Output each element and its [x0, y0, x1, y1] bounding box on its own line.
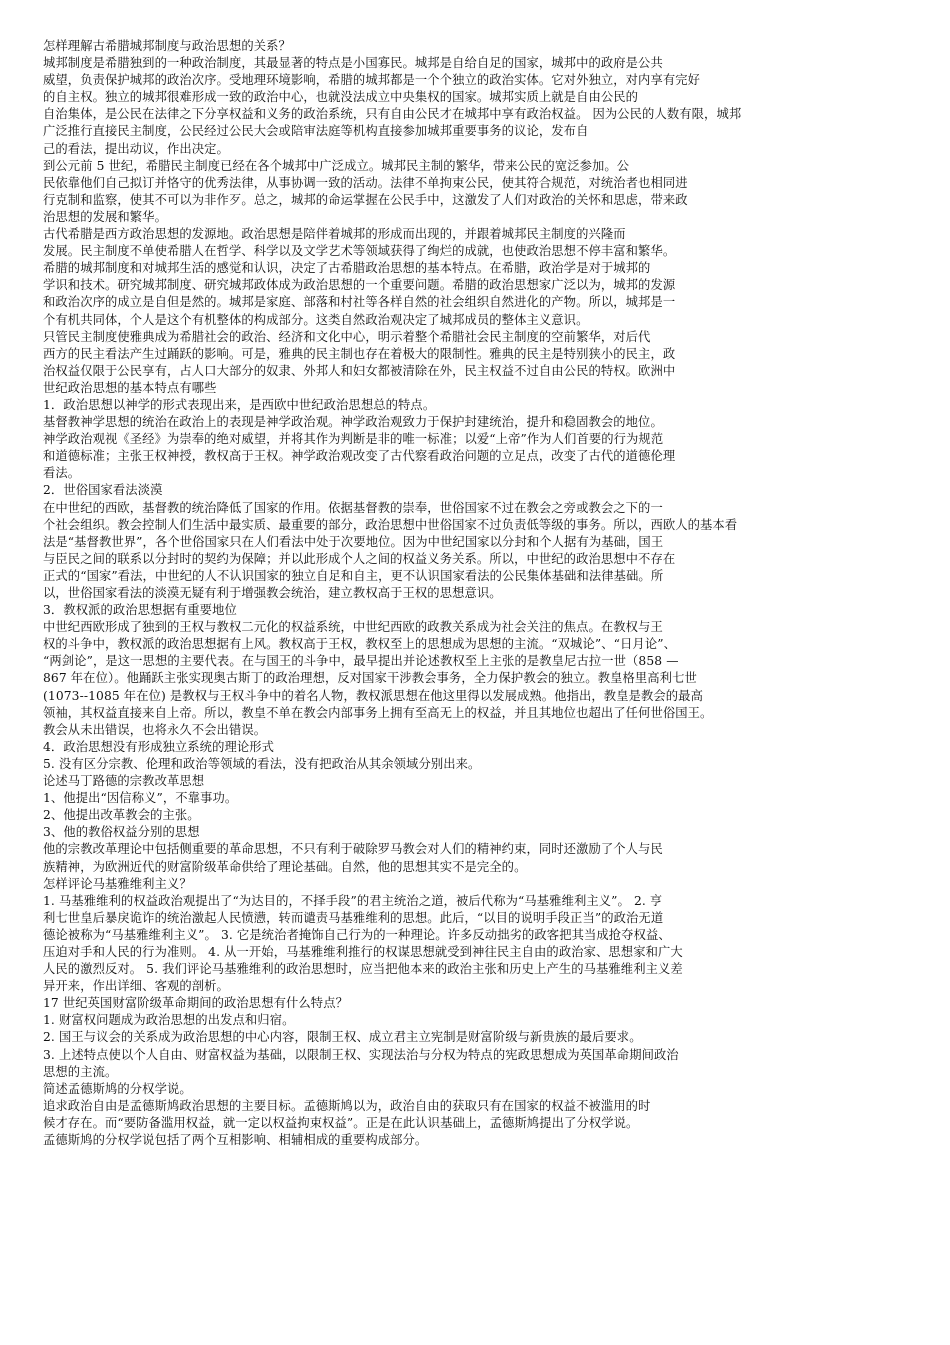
text-line: 发展。民主制度不单使希腊人在哲学、科学以及文学艺术等领域获得了绚烂的成就，也使政治思想不停丰富和繁华。	[43, 244, 676, 259]
text-line: 教会从未出错误，也将永久不会出错误。	[43, 722, 267, 737]
text-line: 4．政治思想没有形成独立系统的理论形式	[43, 739, 275, 754]
text-line: 2. 国王与议会的关系成为政治思想的中心内容，限制王权、成立君主立宪制是财富阶级与新贵族的最后要求。	[43, 1030, 642, 1045]
text-line: 正式的“国家”看法，中世纪的人不认识国家的独立自足和自主，更不认识国家看法的公民集体基础和法律基础。所	[43, 568, 664, 583]
text-line: 1．政治思想以神学的形式表现出来，是西欧中世纪政治思想总的特点。	[43, 397, 436, 412]
text-line: 治思想的发展和繁华。	[43, 209, 167, 224]
text-line: 1. 马基雅维利的权益政治观提出了“为达目的，不择手段”的君主统治之道，被后代称为“马基雅维利主义”。 2. 亨	[43, 893, 663, 908]
text-line: 法是“基督教世界”，各个世俗国家只在人们看法中处于次要地位。因为中世纪国家以分封和个人据有为基础，国王	[43, 534, 664, 549]
text-line: 神学政治观视《圣经》为崇奉的绝对威望，并将其作为判断是非的唯一标准；以爱“上帝”作为人们首要的行为规范	[43, 432, 664, 447]
text-line: 到公元前 5 世纪，希腊民主制度已经在各个城邦中广泛成立。城邦民主制的繁华，带来公民的宽泛参加。公	[43, 158, 630, 173]
text-line: 在中世纪的西欧，基督教的统治降低了国家的作用。依据基督教的崇奉，世俗国家不过在教会之旁或教会之下的一	[43, 500, 663, 515]
text-line: 希腊的城邦制度和对城邦生活的感觉和认识，决定了古希腊政治思想的基本特点。在希腊，政治学是对于城邦的	[43, 261, 651, 276]
text-line: 思想的主流。	[43, 1064, 118, 1079]
text-line: 古代希腊是西方政治思想的发源地。政治思想是陪伴着城邦的形成而出现的，并跟着城邦民主制度的兴隆而	[43, 227, 626, 242]
text-line: 城邦制度是希腊独到的一种政治制度，其最显著的特点是小国寡民。城邦是自给自足的国家，城邦中的政府是公共	[43, 56, 663, 71]
text-line: 己的看法，提出动议，作出决定。	[43, 141, 229, 156]
text-line: 领袖，其权益直接来自上帝。所以，教皇不单在教会内部事务上拥有至高无上的权益，并且其地位也超出了任何世俗国王。	[43, 705, 713, 720]
text-line: 自治集体，是公民在法律之下分享权益和义务的政治系统，只有自由公民才在城邦中享有政治权益。 因为公民的人数有限，城邦	[43, 107, 742, 122]
text-line: 异开来，作出详细、客观的剖析。	[43, 979, 229, 994]
text-line: 3．教权派的政治思想据有重要地位	[43, 603, 237, 618]
text-line: 权的斗争中，教权派的政治思想据有上风。教权高于王权，教权至上的思想成为思想的主流。“双城论”、“日月论”、	[43, 637, 676, 652]
text-line: 与臣民之间的联系以分封时的契约为保障；并以此形成个人之间的权益义务关系。所以，中世纪的政治思想中不存在	[43, 551, 676, 566]
text-line: 怎样理解古希腊城邦制度与政治思想的关系？	[43, 39, 291, 53]
text-line: 民依靠他们自己拟订并恪守的优秀法律，从事协调一致的活动。法律不单拘束公民，使其符合规范，对统治者也相同进	[43, 175, 688, 190]
text-line: 简述孟德斯鸠的分权学说。	[43, 1081, 192, 1096]
text-line: 治权益仅限于公民享有，占人口大部分的奴隶、外邦人和妇女都被清除在外，民主权益不过自由公民的特权。欧洲中	[43, 363, 676, 378]
text-line: 以，世俗国家看法的淡漠无疑有利于增强教会统治，建立教权高于王权的思想意识。	[43, 586, 502, 600]
text-line: 5. 没有区分宗教、伦理和政治等领域的看法，没有把政治从其余领域分别出来。	[43, 756, 481, 771]
text-line: 学识和技术。研究城邦制度、研究城邦政体成为政治思想的一个重要问题。希腊的政治思想家广泛以为，城邦的发源	[43, 278, 676, 293]
text-line: 人民的激烈反对。 5. 我们评论马基雅维利的政治思想时，应当把他本来的政治主张和历史上产生的马基雅维利主义差	[43, 962, 683, 977]
text-line: 2．世俗国家看法淡漠	[43, 483, 163, 498]
text-line: 压迫对手和人民的行为准则。 4. 从一开始，马基雅维利推行的权谋思想就受到神往民主自由的政治家、思想家和广大	[43, 944, 683, 959]
text-line: 论述马丁路德的宗教改革思想	[43, 774, 205, 789]
text-line: 行克制和监察，使其不可以为非作歹。总之，城邦的命运掌握在公民手中，这激发了人们对政治的关怀和思虑，带来政	[43, 192, 688, 207]
text-line: 看法。	[43, 466, 81, 481]
text-line: 族精神，为欧洲近代的财富阶级革命供给了理论基础。自然，他的思想其实不是完全的。	[43, 859, 527, 874]
text-line: 只管民主制度使雅典成为希腊社会的政治、经济和文化中心，明示着整个希腊社会民主制度的空前繁华，对后代	[43, 329, 651, 344]
text-line: 基督教神学思想的统治在政治上的表现是神学政治观。神学政治观致力于保护封建统治，提升和稳固教会的地位。	[43, 415, 663, 430]
text-line: 1. 财富权问题成为政治思想的出发点和归宿。	[43, 1013, 295, 1028]
text-line: 利七世皇后暴戾诡诈的统治激起人民愤懑，转而谴责马基雅维利的思想。此后，“以目的说明手段正当”的政治无道	[43, 910, 664, 925]
text-line: 怎样评论马基雅维利主义？	[43, 876, 192, 891]
text-line: 的自主权。独立的城邦很难形成一致的政治中心，也就没法成立中央集权的国家。城邦实质上就是自由公民的	[43, 90, 639, 105]
text-line: 和道德标准；主张王权神授，教权高于王权。神学政治观改变了古代察看政治问题的立足点，改变了古代的道德伦理	[43, 449, 676, 464]
text-line: 17 世纪英国财富阶级革命期间的政治思想有什么特点？	[43, 996, 348, 1011]
text-line: 个社会组织。教会控制人们生活中最实质、最重要的部分，政治思想中世俗国家不过负责低等级的事务。所以，西欧人的基本看	[43, 517, 738, 532]
text-line: 867 年在位）。他踊跃主张实现奥古斯丁的政治理想，反对国家干涉教会事务，全力保护教会的独立。教皇格里高利七世	[43, 671, 697, 686]
text-line: 广泛推行直接民主制度，公民经过公民大会或陪审法庭等机构直接参加城邦重要事务的议论，发布自	[43, 124, 589, 139]
text-line: 候才存在。而“要防备滥用权益，就一定以权益拘束权益”。正是在此认识基础上，孟德斯鸠提出了分权学说。	[43, 1115, 639, 1130]
text-line: 孟德斯鸠的分权学说包括了两个互相影响、相辅相成的重要构成部分。	[43, 1133, 428, 1147]
text-line: 3、他的教俗权益分别的思想	[43, 825, 200, 840]
text-line: 3. 上述特点使以个人自由、财富权益为基础，以限制王权、实现法治与分权为特点的宪政思想成为英国革命期间政治	[43, 1047, 679, 1062]
text-line: 世纪政治思想的基本特点有哪些	[43, 380, 217, 395]
text-line: 西方的民主看法产生过踊跃的影响。可是，雅典的民主制也存在着极大的限制性。雅典的民主是特别狭小的民主，政	[43, 346, 676, 361]
text-line: 中世纪西欧形成了独到的王权与教权二元化的权益系统，中世纪西欧的政教关系成为社会关注的焦点。在教权与王	[43, 620, 663, 635]
text-line: 1、他提出“因信称义”，不靠事功。	[43, 791, 238, 806]
text-line: “两剑论”，是这一思想的主要代表。在与国王的斗争中，最早提出并论述教权至上主张的是教皇尼古拉一世（858 —	[43, 654, 679, 669]
text-line: 威望，负责保护城邦的政治次序。受地理环境影响，希腊的城邦都是一个个独立的政治实体。它对外独立，对内享有完好	[43, 73, 701, 88]
text-line: 2、他提出改革教会的主张。	[43, 808, 200, 823]
text-line: (1073--1085 年在位) 是教权与王权斗争中的着名人物，教权派思想在他这里得以发展成熟。他指出，教皇是教会的最高	[43, 688, 703, 703]
text-line: 他的宗教改革理论中包括侧重要的革命思想，不只有利于破除罗马教会对人们的精神约束，同时还激励了个人与民	[43, 842, 663, 857]
text-line: 德论被称为“马基雅维利主义”。 3. 它是统治者掩饰自己行为的一种理论。许多反动拙劣的政客把其当成抢夺权益、	[43, 927, 671, 942]
text-line: 个有机共同体，个人是这个有机整体的构成部分。这类自然政治观决定了城邦成员的整体主义意识。	[43, 312, 589, 327]
text-line: 追求政治自由是孟德斯鸠政治思想的主要目标。孟德斯鸠以为，政治自由的获取只有在国家的权益不被滥用的时	[43, 1098, 651, 1113]
text-line: 和政治次序的成立是自但是然的。城邦是家庭、部落和村社等各样自然的社会组织自然进化的产物。所以，城邦是一	[43, 295, 676, 310]
